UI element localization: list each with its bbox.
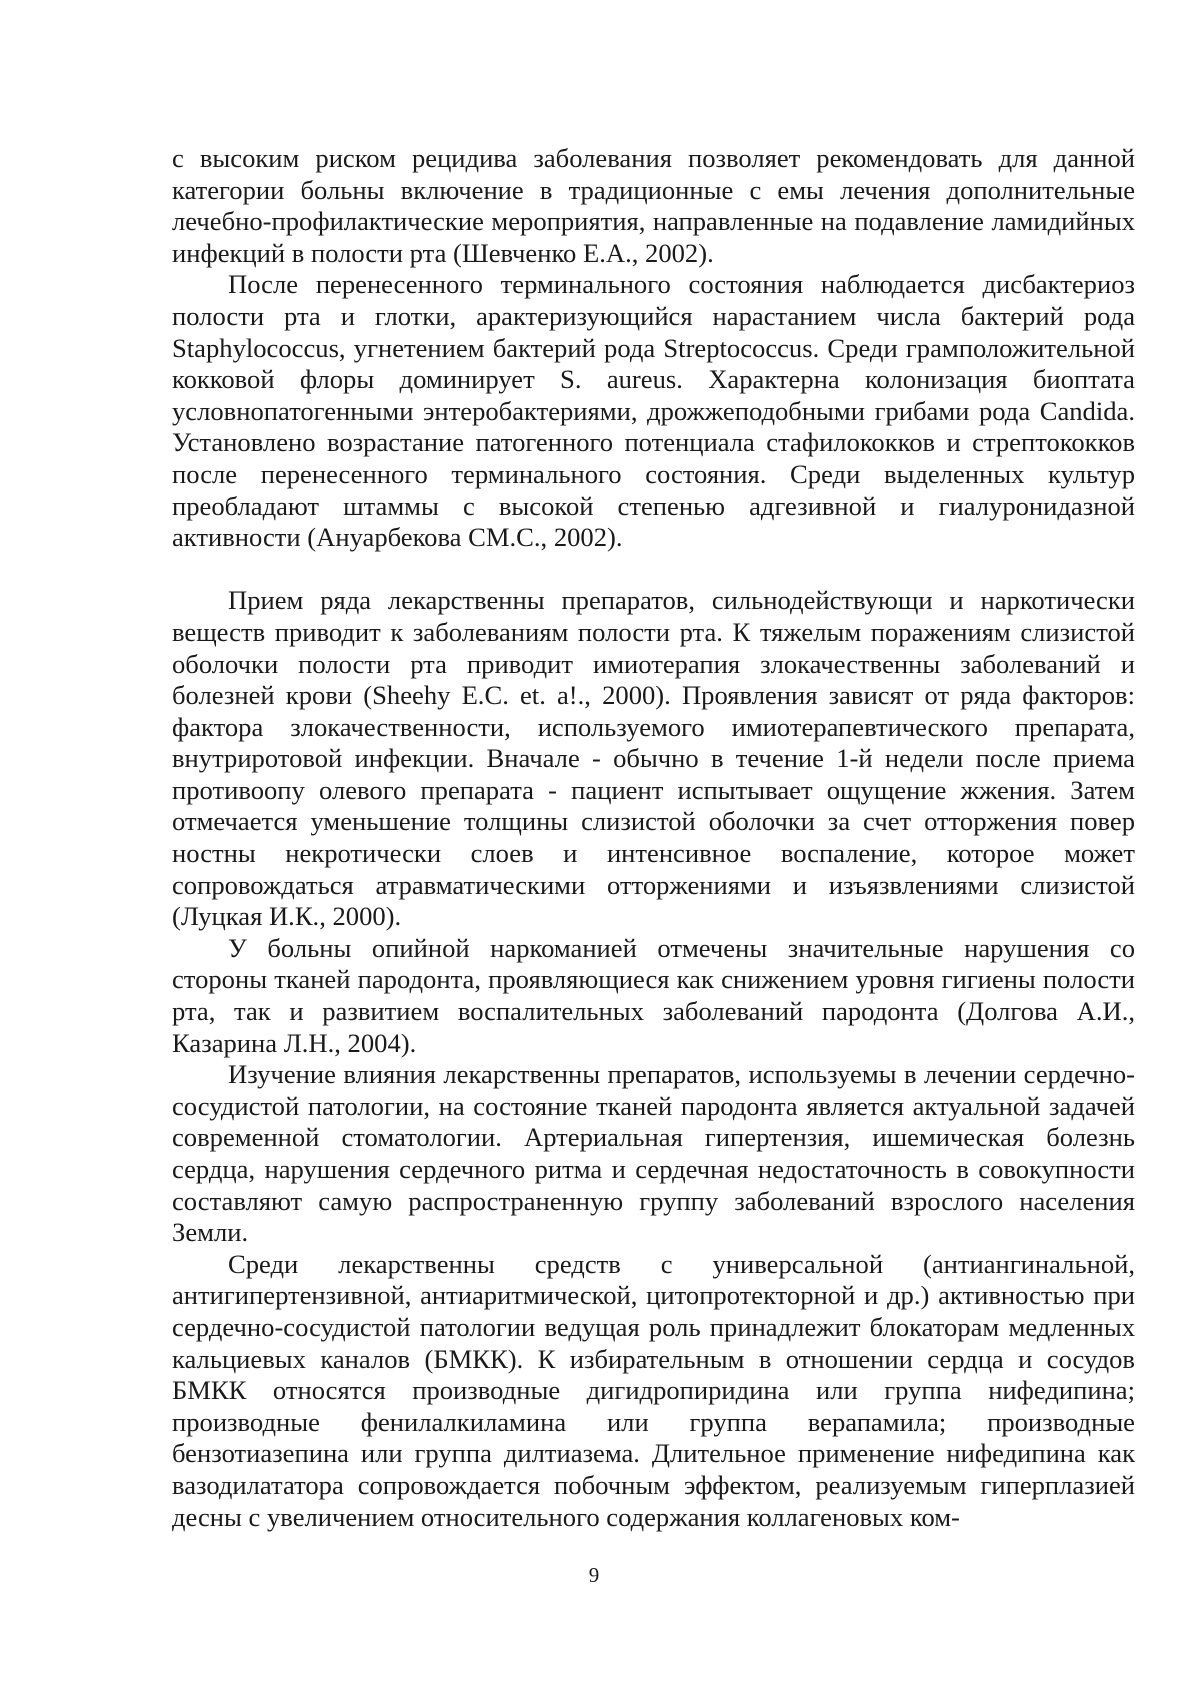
document-body <box>172 143 1135 1533</box>
paragraph-1: с высоким риском рецидива заболевания позволяет рекомендовать для данной категории больны включение в традиционные с емы лечения дополнительные лечебно-профилактические мероприятия, направленные на подавление ламидийных инфекций в полости рта (Шевченко Е.А., 2002). <box>172 143 1135 268</box>
paragraph-6: Среди лекарственны средств с универсальной (антиангинальной, антигипертензивной, антиаритмической, цитопротекторной и др.) активностью при сердечно-сосудистой патологии ведущая роль принадлежит блокаторам медленных кальциевых каналов (БМКК). К избирательным в отношении сердца и сосудов БМКК относятся производные дигидропиридина или группа нифедипина; производные фенилалкиламина или группа верапамила; производные бензотиазепина или группа дилтиазема. Длительное применение нифедипина как вазодилататора сопровождается побочным эффектом, реализуемым гиперплазией десны с увеличением относительного содержания коллагеновых ком- <box>172 1248 1135 1532</box>
paragraph-2: После перенесенного терминального состояния наблюдается дисбактериоз полости рта и глотки, арактеризующийся нарастанием числа бактерий рода Staphylococcus, угнетением бактерий рода Streptococcus. Среди грамположительной кокковой флоры доминирует S. aureus. Характерна колонизация биоптата условнопатогенными энтеробактериями, дрожжеподобными грибами рода Candida. Установлено возрастание патогенного потенциала стафилококков и стрептококков после перенесенного терминального состояния. Среди выделенных культур преобладают штаммы с высокой степенью адгезивной и гиалуронидазной активности (Ануарбекова СМ.С., 2002). <box>172 269 1135 553</box>
paragraph-5: Изучение влияния лекарственны препаратов, используемы в лечении сердечно-сосудистой патологии, на состояние тканей пародонта является актуальной задачей современной стоматологии. Артериальная гипертензия, ишемическая болезнь сердца, нарушения сердечного ритма и сердечная недостаточность в совокупности составляют самую распространенную группу заболеваний взрослого населения Земли. <box>172 1059 1135 1248</box>
paragraph-3: Прием ряда лекарственны препаратов, сильнодействующи и наркотически веществ приводит к заболеваниям полости рта. К тяжелым поражениям слизистой оболочки полости рта приводит имиотерапия злокачественны заболеваний и болезней крови (Sheehy E.C. et. a!., 2000). Проявления зависят от ряда факторов: фактора злокачественности, используемого имиотерапевтического препарата, внутриротовой инфекции. Вначале - обычно в течение 1-й недели после приема противоопу олевого препарата - пациент испытывает ощущение жжения. Затем отмечается уменьшение толщины слизистой оболочки за счет отторжения повер ностны некротически слоев и интенсивное воспаление, которое может сопровождаться атравматическими отторжениями и изъязвлениями слизистой (Луцкая И.К., 2000). <box>172 585 1135 932</box>
page-number: 9 <box>588 1563 600 1587</box>
paragraph-4: У больны опийной наркоманией отмечены значительные нарушения со стороны тканей пародонта, проявляющиеся как снижением уровня гигиены полости рта, так и развитием воспалительных заболеваний пародонта (Долгова А.И., Казарина Л.Н., 2004). <box>172 932 1135 1058</box>
